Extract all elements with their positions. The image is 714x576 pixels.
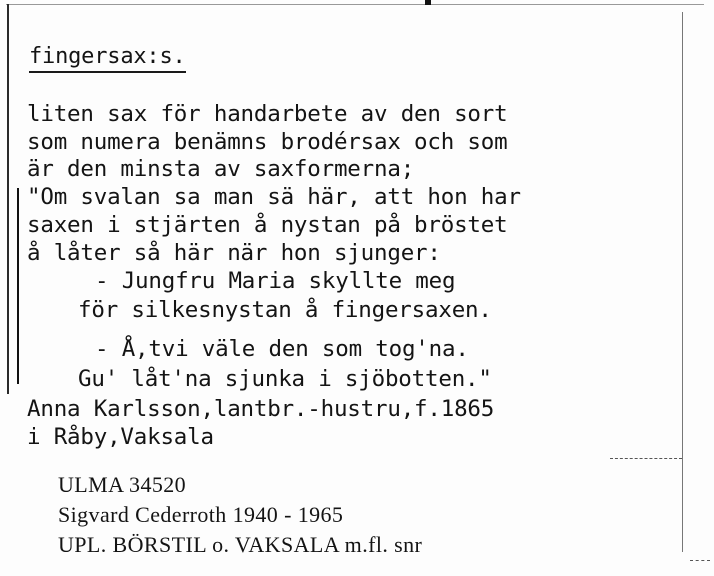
text-line: saxen i stjärten å nystan på bröstet <box>27 212 508 238</box>
text-line: som numera benämns brodérsax och som <box>27 129 508 155</box>
text-line: i Råby,Vaksala <box>27 424 214 450</box>
top-edge-line <box>6 4 704 5</box>
text-line: liten sax för handarbete av den sort <box>27 101 508 127</box>
text-line: "Om svalan sa man sä här, att hon har <box>27 184 521 210</box>
collector-line: Sigvard Cederroth 1940 - 1965 <box>58 502 344 527</box>
divider-line-right <box>690 560 710 561</box>
place-line: UPL. BÖRSTIL o. VAKSALA m.fl. snr <box>58 532 423 557</box>
text-line: Gu' låt'na sjunka i sjöbotten." <box>78 366 492 392</box>
text-line: å låter så här när hon sjunger: <box>27 240 441 266</box>
margin-quote-bar <box>17 188 19 384</box>
text-line: Anna Karlsson,lantbr.-hustru,f.1865 <box>27 396 495 422</box>
headword: fingersax:s. <box>29 44 186 73</box>
text-line: är den minsta av saxformerna; <box>27 156 415 182</box>
archive-number: ULMA 34520 <box>58 472 187 497</box>
text-line: - Jungfru Maria skyllte meg <box>95 268 456 294</box>
left-edge-line <box>7 4 9 394</box>
right-edge-line <box>682 12 683 552</box>
divider-line <box>610 458 682 459</box>
text-line: för silkesnystan å fingersaxen. <box>78 297 492 323</box>
text-line: - Å,tvi väle den som tog'na. <box>95 336 469 362</box>
top-mark <box>425 0 431 5</box>
